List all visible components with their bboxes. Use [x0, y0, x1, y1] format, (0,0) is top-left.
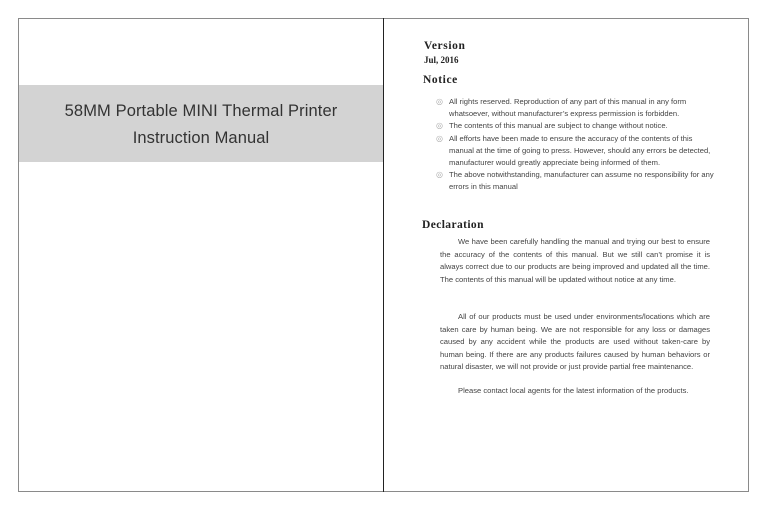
cover-title-line1: 58MM Portable MINI Thermal Printer [64, 102, 338, 120]
cover-title-line2: Instruction Manual [132, 129, 270, 147]
bullet-circle-icon: ◎ [436, 133, 443, 143]
notice-item: ◎ The above notwithstanding, manufacturer can assume no responsibility for any errors in this manual [436, 170, 714, 192]
declaration-heading: Declaration [422, 219, 484, 231]
notice-item: ◎ All efforts have been made to ensure the accuracy of the contents of this manual at the time of going to press. However, should any errors be detected, manufacturer would greatly appreciate being informed of them. [436, 133, 711, 168]
bullet-circle-icon: ◎ [436, 121, 443, 131]
notice-item: ◎ All rights reserved. Reproduction of any part of this manual in any form whatsoever, without manufacturer’s express permission is forbidden. [436, 97, 687, 119]
notice-item: ◎ The contents of this manual are subject to change without notice. [436, 120, 716, 132]
bullet-circle-icon: ◎ [436, 97, 443, 106]
notice-heading: Notice [423, 74, 458, 86]
notice-list [436, 96, 716, 194]
declaration-paragraph-2: All of our products must be used under environments/locations which are taken care by human being. We are not responsible for any loss or damages caused by any accident while the products are used without taken-care by human being. If there are any products failures caused by human behaviors or natural disaster, we will not provide or just provide partial free maintenance. [440, 312, 710, 371]
version-date: Jul, 2016 [424, 55, 459, 65]
version-heading: Version [424, 40, 466, 52]
cover-title-band [19, 85, 383, 162]
declaration-paragraph-1: We have been carefully handling the manual and trying our best to ensure the accuracy of the contents of this manual. But we still can’t promise it is always correct due to our products are being improved and updated all the time. The contents of this manual will be updated without notice at any time. [440, 237, 710, 284]
page-divider [383, 18, 384, 492]
declaration-paragraph-3: Please contact local agents for the latest information of the products. [458, 386, 689, 395]
bullet-circle-icon: ◎ [436, 170, 443, 180]
